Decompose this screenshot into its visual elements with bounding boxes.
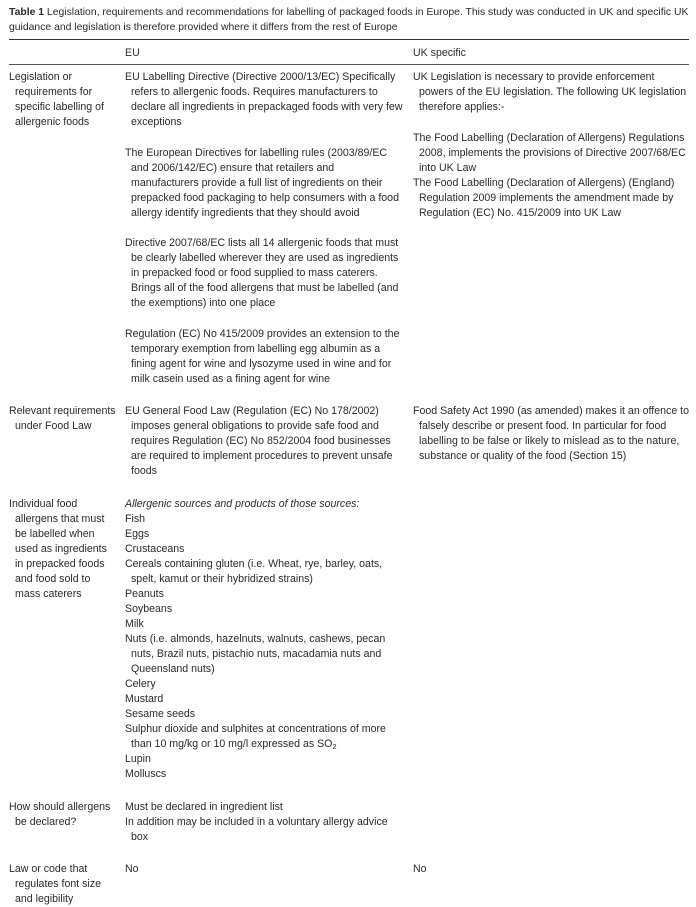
- caption-text: Legislation, requirements and recommendations for labelling of packaged foods in Europe. This study was conducted in UK and specific UK guidance and legislation is therefore provided where it differs from the rest of Europe: [9, 7, 689, 33]
- allergen-item: Molluscs: [125, 768, 167, 780]
- uk-cell: [413, 176, 691, 221]
- column-header-uk: UK specific: [413, 47, 466, 59]
- uk-paragraph: No: [413, 863, 427, 875]
- uk-cell: [413, 70, 691, 115]
- eu-paragraph: In addition may be included in a voluntary allergy advice box: [125, 816, 388, 843]
- eu-cell: [125, 327, 403, 387]
- uk-cell: [413, 862, 691, 877]
- allergen-item: Sulphur dioxide and sulphites at concentrations of more than 10 mg/kg or 10 mg/l expressed as $SO_2$: [125, 723, 386, 751]
- allergen-item: Peanuts: [125, 588, 164, 600]
- allergen-item: Eggs: [125, 528, 150, 540]
- uk-cell: [413, 131, 691, 176]
- so2-subscript: 2: [332, 742, 337, 751]
- allergen-item: Nuts (i.e. almonds, hazelnuts, walnuts, cashews, pecan nuts, Brazil nuts, pistachio nuts, macadamia nuts and Queensland nuts): [125, 633, 386, 675]
- eu-cell: [125, 70, 403, 130]
- table-label: Table 1: [9, 7, 45, 18]
- allergen-item: Fish: [125, 513, 146, 525]
- uk-paragraph: Food Safety Act 1990 (as amended) makes it an offence to falsely describe or present food. In particular for food labelling to be false or likely to mislead as to the nature, substance or quality of the food (Section 15): [413, 405, 689, 462]
- allergen-item: Milk: [125, 618, 144, 630]
- eu-paragraph: EU General Food Law (Regulation (EC) No 178/2002) imposes general obligations to provide safe food and requires Regulation (EC) No 852/2004 food businesses are required to implement procedures to prevent unsafe foods: [125, 405, 393, 477]
- allergen-item: Lupin: [125, 753, 151, 765]
- uk-paragraph: The Food Labelling (Declaration of Allergens) Regulations 2008, implements the provisions of Directive 2007/68/EC into UK Law: [413, 132, 686, 174]
- allergen-item: Crustaceans: [125, 543, 185, 555]
- row-label: Law or code that regulates font size and legibility: [9, 863, 101, 905]
- header-rule: [9, 64, 689, 65]
- allergen-item: Cereals containing gluten (i.e. Wheat, rye, barley, oats, spelt, kamut or their hybridized strains): [125, 558, 383, 585]
- eu-paragraph: No: [125, 863, 139, 875]
- uk-paragraph: UK Legislation is necessary to provide enforcement powers of the EU legislation. The following UK legislation therefore applies:-: [413, 71, 687, 113]
- eu-paragraph: EU Labelling Directive (Directive 2000/13/EC) Specifically refers to allergenic foods. Requires manufacturers to declare all ingredients in prepackaged foods with very few exceptions: [125, 71, 403, 128]
- row-label: How should allergens be declared?: [9, 801, 111, 828]
- column-header-eu: EU: [125, 47, 140, 59]
- allergen-item: Celery: [125, 678, 156, 690]
- top-rule: [9, 39, 689, 40]
- eu-paragraph: The European Directives for labelling rules (2003/89/EC and 2006/142/EC) ensure that retailers and manufacturers provide a full list of ingredients on their prepacked food packaging to help consumers with a food allergy identify ingredients that they should avoid: [125, 147, 399, 219]
- eu-cell: [125, 404, 403, 479]
- allergen-list-heading: Allergenic sources and products of those sources:: [125, 498, 360, 510]
- allergen-item: Sesame seeds: [125, 708, 196, 720]
- uk-cell: [413, 404, 691, 464]
- table-caption: [9, 5, 689, 35]
- eu-paragraph: Must be declared in ingredient list: [125, 801, 283, 813]
- row-label: Relevant requirements under Food Law: [9, 405, 116, 432]
- row-label: Legislation or requirements for specific labelling of allergenic foods: [9, 71, 104, 128]
- eu-paragraph: Directive 2007/68/EC lists all 14 allergenic foods that must be clearly labelled wherever they are used as ingredients in prepacked food or food supplied to mass caterers. Brings all of the food allergens that must be labelled (and the exemptions) into one place: [125, 237, 399, 309]
- eu-cell: [125, 800, 403, 845]
- eu-cell: [125, 146, 403, 221]
- eu-cell: [125, 862, 403, 877]
- row-label: Individual food allergens that must be labelled when used as ingredients in prepacked foods and food sold to mass caterers: [9, 498, 107, 600]
- allergen-item: Soybeans: [125, 603, 173, 615]
- eu-cell: [125, 236, 403, 311]
- uk-paragraph: The Food Labelling (Declaration of Allergens) (England) Regulation 2009 implements the amendment made by Regulation (EC) No. 415/2009 into UK Law: [413, 177, 675, 219]
- eu-paragraph: Regulation (EC) No 415/2009 provides an extension to the temporary exemption from labelling egg albumin as a fining agent for wine and lysozyme used in wine and for milk casein used as a fining agent for wine: [125, 328, 400, 385]
- allergen-item: Mustard: [125, 693, 164, 705]
- eu-allergen-list: [125, 497, 403, 782]
